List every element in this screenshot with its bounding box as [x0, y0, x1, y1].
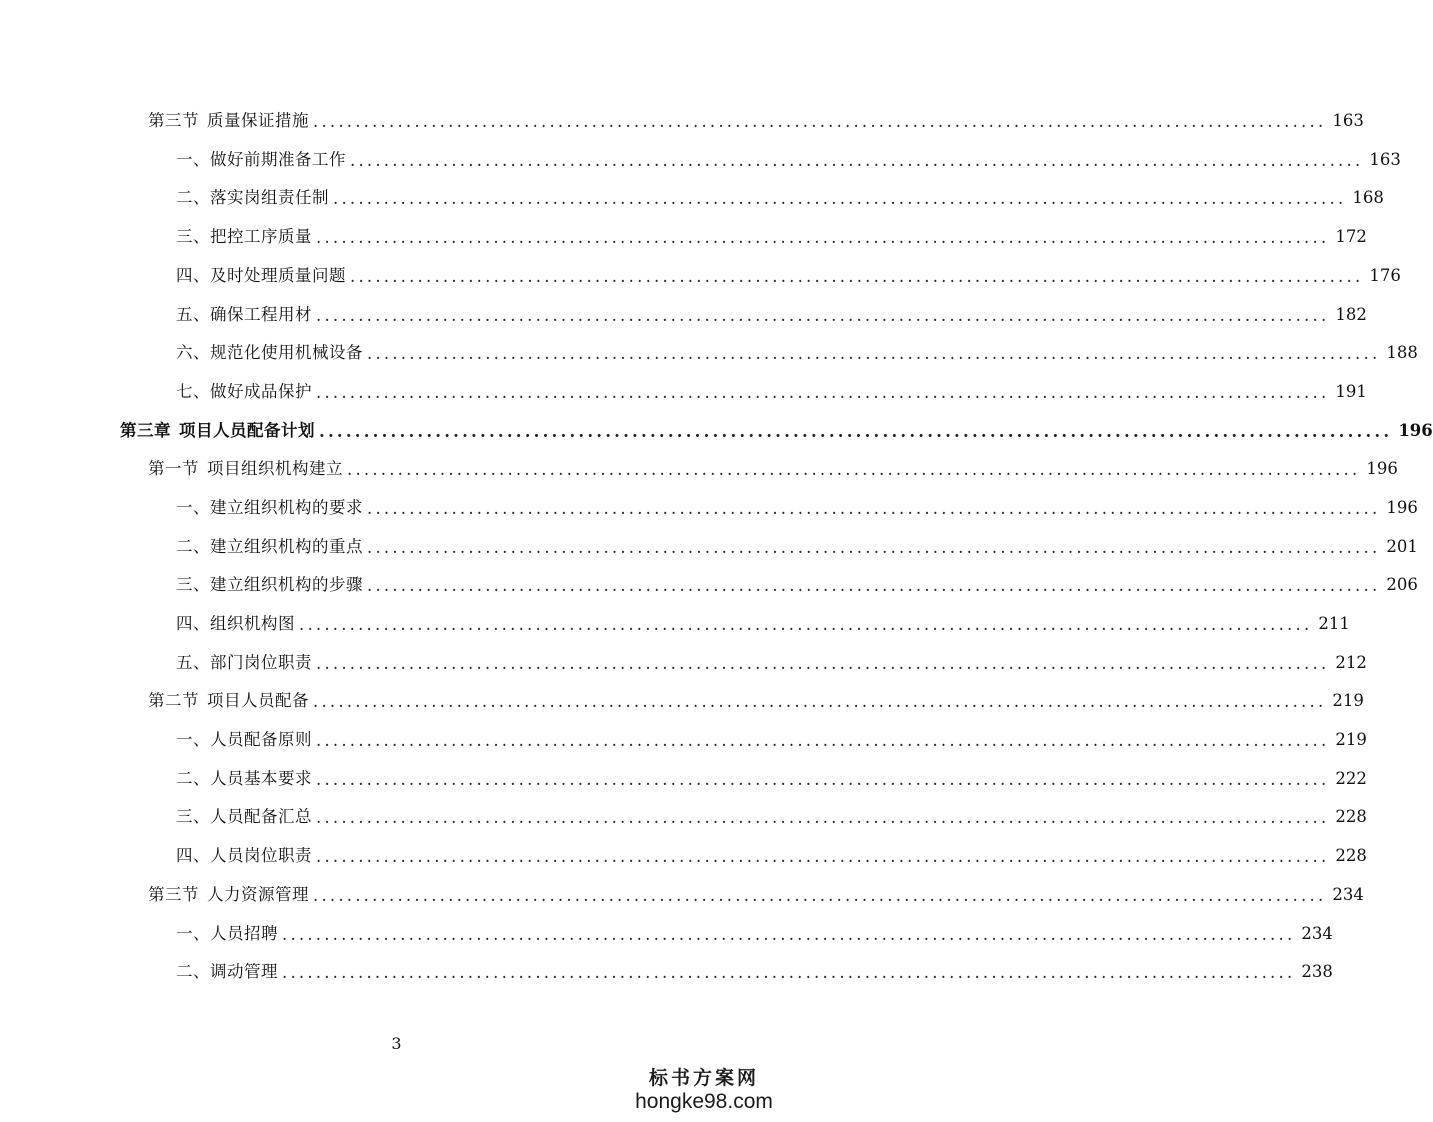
toc-dot-leader: ........................................................................................................................ — [350, 150, 1364, 170]
page-number: 3 — [391, 1034, 402, 1053]
toc-entry-page: 219 — [1335, 730, 1367, 750]
toc-dot-leader: ........................................................................................................................ — [316, 653, 1330, 673]
toc-entry-page: 201 — [1386, 536, 1418, 556]
toc-dot-leader: ........................................................................................................................ — [367, 498, 1381, 518]
toc-entry-title: 五、确保工程用材 — [176, 304, 312, 324]
toc-entry-page: 206 — [1386, 575, 1418, 595]
toc-entry-item[interactable] — [0, 373, 1367, 412]
toc-entry-title: 三、人员配备汇总 — [176, 807, 312, 827]
toc-entry-label — [148, 113, 309, 130]
toc-entry-item[interactable] — [0, 644, 1367, 683]
toc-entry-number: 第一节 — [148, 459, 199, 479]
toc-entry-title: 一、人员配备原则 — [176, 730, 312, 750]
toc-entry-title: 一、做好前期准备工作 — [176, 149, 346, 169]
toc-entry-page: 228 — [1335, 846, 1367, 866]
toc-entry-page: 212 — [1335, 652, 1367, 672]
toc-entry-label — [176, 652, 312, 672]
toc-entry-item[interactable] — [0, 953, 1333, 992]
toc-dot-leader: ........................................................................................................................ — [316, 769, 1330, 789]
toc-entry-page: 196 — [1366, 459, 1398, 479]
toc-entry-item[interactable] — [0, 334, 1418, 373]
toc-dot-leader: ........................................................................................................................ — [316, 228, 1330, 248]
toc-entry-title: 二、落实岗组责任制 — [176, 188, 329, 208]
toc-entry-title: 项目人员配备计划 — [179, 420, 315, 440]
toc-entry-label — [120, 420, 315, 440]
toc-entry-section[interactable] — [0, 450, 1398, 489]
toc-entry-page: 163 — [1369, 149, 1401, 169]
toc-entry-title: 四、人员岗位职责 — [176, 846, 312, 866]
toc-entry-item[interactable] — [0, 914, 1333, 953]
toc-entry-item[interactable] — [0, 489, 1418, 528]
toc-entry-page: 188 — [1386, 343, 1418, 363]
toc-dot-leader: ........................................................................................................................ — [316, 808, 1330, 828]
toc-entry-number: 第三节 — [148, 884, 199, 904]
toc-entry-section[interactable] — [0, 102, 1364, 141]
toc-entry-page: 234 — [1332, 884, 1364, 904]
toc-entry-page: 228 — [1335, 807, 1367, 827]
toc-entry-title: 四、及时处理质量问题 — [176, 265, 346, 285]
toc-entry-chapter[interactable] — [0, 412, 1433, 451]
toc-entry-page: 176 — [1369, 265, 1401, 285]
toc-dot-leader: ........................................................................................................................ — [367, 537, 1381, 557]
toc-entry-title: 六、规范化使用机械设备 — [176, 343, 363, 363]
toc-entry-label — [176, 304, 312, 324]
toc-entry-number: 第三节 — [148, 111, 199, 131]
toc-entry-title: 二、调动管理 — [176, 962, 278, 982]
toc-entry-page: 191 — [1335, 381, 1367, 401]
toc-entry-label — [176, 848, 312, 865]
toc-dot-leader: ........................................................................................................................ — [316, 382, 1330, 402]
toc-dot-leader: ........................................................................................................................ — [316, 847, 1330, 867]
toc-entry-label — [176, 229, 312, 246]
toc-entry-title: 二、建立组织机构的重点 — [176, 536, 363, 556]
toc-entry-label — [176, 732, 312, 749]
toc-entry-item[interactable] — [0, 605, 1350, 644]
toc-entry-page: 211 — [1318, 614, 1350, 634]
toc-entry-number: 第二节 — [148, 691, 199, 711]
toc-dot-leader: ........................................................................................................................ — [333, 189, 1347, 209]
toc-dot-leader: ........................................................................................................................ — [319, 421, 1393, 441]
toc-entry-title: 七、做好成品保护 — [176, 381, 312, 401]
toc-entry-item[interactable] — [0, 218, 1367, 257]
toc-entry-title: 一、建立组织机构的要求 — [176, 497, 363, 517]
toc-entry-label — [176, 497, 363, 517]
toc-entry-title: 质量保证措施 — [207, 111, 309, 131]
toc-entry-title: 项目人员配备 — [207, 691, 309, 711]
toc-entry-title: 四、组织机构图 — [176, 614, 295, 634]
toc-dot-leader: ........................................................................................................................ — [282, 963, 1296, 983]
toc-dot-leader: ........................................................................................................................ — [313, 112, 1327, 132]
toc-entry-title: 五、部门岗位职责 — [176, 652, 312, 672]
toc-entry-item[interactable] — [0, 179, 1384, 218]
toc-entry-item[interactable] — [0, 798, 1367, 837]
toc-dot-leader: ........................................................................................................................ — [367, 576, 1381, 596]
toc-entry-item[interactable] — [0, 141, 1401, 180]
toc-entry-label — [148, 884, 309, 904]
toc-entry-page: 222 — [1335, 768, 1367, 788]
toc-entry-label — [148, 693, 309, 710]
toc-entry-number: 第三章 — [120, 420, 171, 440]
toc-entry-item[interactable] — [0, 760, 1367, 799]
toc-dot-leader: ........................................................................................................................ — [282, 924, 1296, 944]
watermark-url: hongke98.com — [635, 1090, 773, 1113]
toc-dot-leader: ........................................................................................................................ — [316, 305, 1330, 325]
toc-entry-label — [176, 265, 346, 285]
toc-dot-leader: ........................................................................................................................ — [347, 460, 1361, 480]
toc-entry-section[interactable] — [0, 876, 1364, 915]
toc-entry-title: 三、把控工序质量 — [176, 227, 312, 247]
toc-entry-label — [176, 809, 312, 826]
toc-entry-label — [176, 149, 346, 169]
toc-entry-page: 234 — [1301, 923, 1333, 943]
toc-entry-label — [176, 768, 312, 788]
toc-entry-item[interactable] — [0, 257, 1401, 296]
toc-entry-title: 一、人员招聘 — [176, 923, 278, 943]
toc-entry-page: 219 — [1332, 691, 1364, 711]
toc-entry-title: 项目组织机构建立 — [207, 459, 343, 479]
toc-entry-page: 196 — [1386, 497, 1418, 517]
toc-entry-item[interactable] — [0, 837, 1367, 876]
toc-entry-label — [148, 461, 343, 478]
watermark-logo — [629, 1066, 779, 1114]
toc-entry-page: 196 — [1398, 420, 1433, 440]
toc-entry-section[interactable] — [0, 682, 1364, 721]
toc-dot-leader: ........................................................................................................................ — [299, 615, 1313, 635]
toc-entry-page: 182 — [1335, 304, 1367, 324]
toc-entry-title: 人力资源管理 — [207, 884, 309, 904]
toc-entry-label — [176, 964, 278, 981]
toc-entry-label — [176, 536, 363, 556]
toc-entry-label — [176, 577, 363, 594]
toc-entry-label — [176, 190, 329, 207]
toc-entry-item[interactable] — [0, 721, 1367, 760]
watermark-name: 标书方案网 — [648, 1067, 759, 1089]
toc-entry-page: 168 — [1352, 188, 1384, 208]
toc-entry-page: 238 — [1301, 962, 1333, 982]
toc-dot-leader: ........................................................................................................................ — [313, 692, 1327, 712]
toc-entry-item[interactable] — [0, 295, 1367, 334]
toc-dot-leader: ........................................................................................................................ — [367, 344, 1381, 364]
toc-entry-label — [176, 345, 363, 362]
toc-entry-page: 163 — [1332, 111, 1364, 131]
toc-entry-item[interactable] — [0, 566, 1418, 605]
toc-entry-label — [176, 923, 278, 943]
toc-dot-leader: ........................................................................................................................ — [350, 266, 1364, 286]
toc-dot-leader: ........................................................................................................................ — [316, 731, 1330, 751]
toc-entry-page: 172 — [1335, 227, 1367, 247]
toc-entry-label — [176, 381, 312, 401]
toc-entry-title: 二、人员基本要求 — [176, 768, 312, 788]
toc-dot-leader: ........................................................................................................................ — [313, 885, 1327, 905]
toc-entry-item[interactable] — [0, 528, 1418, 567]
toc-entry-title: 三、建立组织机构的步骤 — [176, 575, 363, 595]
toc-entry-label — [176, 616, 295, 633]
table-of-contents — [0, 102, 1433, 992]
